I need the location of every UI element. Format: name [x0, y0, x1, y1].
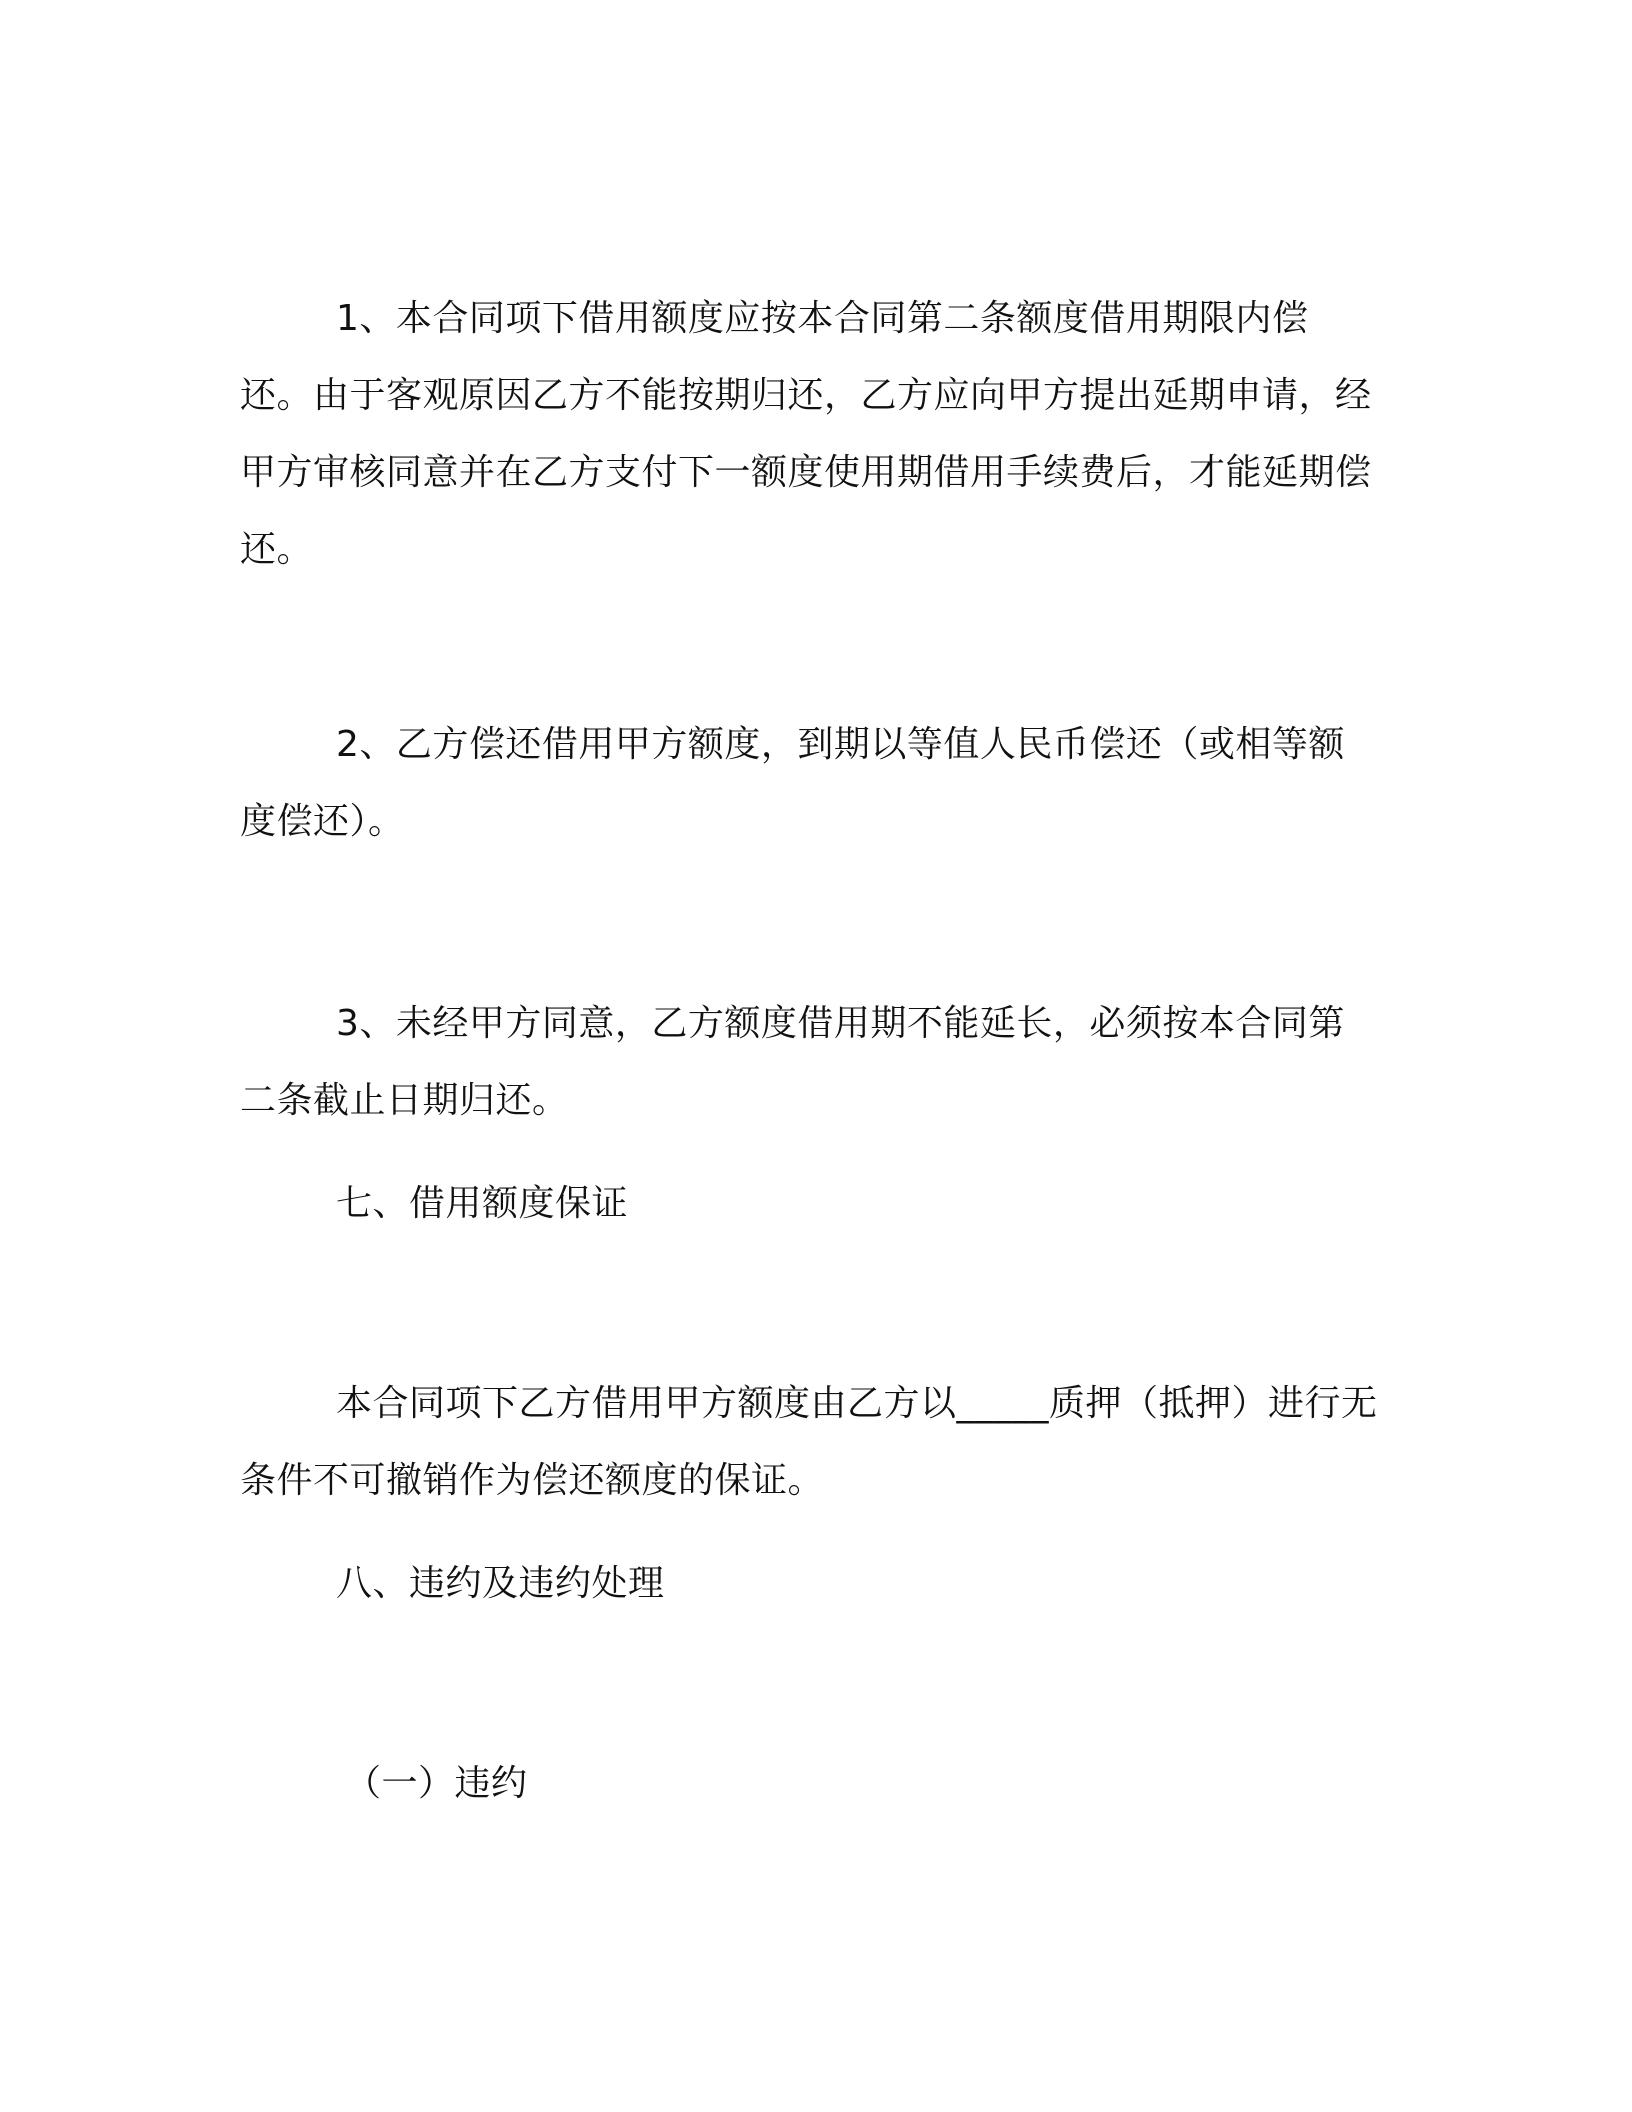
clause-7-body: 本合同项下乙方借用甲方额度由乙方以_____质押（抵押）进行无条件不可撤销作为偿还额度的保证。: [240, 1383, 1378, 1501]
clause-6-item-1: 1、本合同项下借用额度应按本合同第二条额度借用期限内偿还。由于客观原因乙方不能按期归还，乙方应向甲方提出延期申请，经甲方审核同意并在乙方支付下一额度使用期借用手续费后，才能延期偿还。: [240, 298, 1372, 570]
section-heading-7: 七、借用额度保证: [336, 1183, 629, 1224]
subsection-heading-8-1: （一）违约: [345, 1763, 528, 1804]
section-heading-8: 八、违约及违约处理: [336, 1563, 665, 1604]
clause-6-item-2: 2、乙方偿还借用甲方额度，到期以等值人民币偿还（或相等额度偿还）。: [240, 724, 1345, 842]
clause-6-item-3: 3、未经甲方同意，乙方额度借用期不能延长，必须按本合同第二条截止日期归还。: [240, 1003, 1345, 1121]
